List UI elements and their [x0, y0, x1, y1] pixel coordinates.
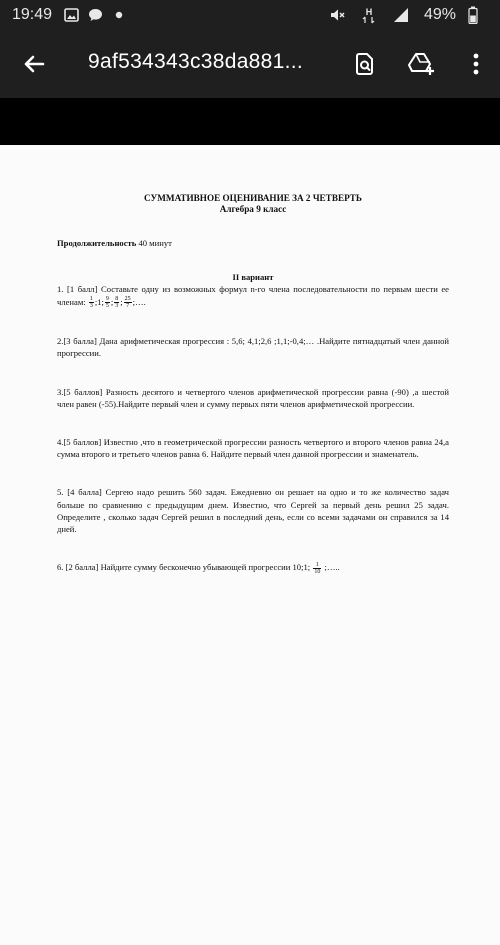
question-5: 5. [4 балла] Сергею надо решить 560 задач. Ежедневно он решает на одно и то же количество задач больше по сравнению с предыдущим днем. Известно, что Сергей за первый день решил 25 задач. Определите , сколько задач Сергей решил в последний день, если со всеми задачами он справился за 14 дней.: [57, 487, 449, 534]
battery-percent: 49%: [423, 6, 456, 23]
lens-search-icon[interactable]: [351, 50, 379, 78]
add-to-drive-icon[interactable]: [408, 50, 436, 78]
duration-value: 40 минут: [138, 238, 172, 248]
status-bar: [0, 0, 500, 30]
document-viewer[interactable]: [0, 98, 500, 888]
battery-icon: [464, 6, 482, 24]
variant-heading: II вариант: [232, 272, 274, 283]
fraction: $\frac{9}{5}$: [105, 296, 109, 310]
question-1-text: 1. [1 балл] Составьте одну из возможных формул n-го члена последовательности по первым шести ее членам:: [57, 284, 449, 307]
question-3: 3.[5 баллов] Разность десятого и четвертого членов арифметической прогрессии равна (-90) ,а шестой член равен (-55).Найдите первый член и сумму первых пяти членов арифметической прогрессии.: [57, 386, 449, 409]
mute-icon: [328, 6, 346, 24]
fraction: $\frac{1}{3}$: [89, 296, 93, 310]
doc-title: СУММАТИВНОЕ ОЦЕНИВАНИЕ ЗА 2 ЧЕТВЕРТЬ: [143, 193, 362, 203]
document-title: 9af534343c38da881...: [88, 50, 304, 73]
hplus-signal-icon: [360, 6, 378, 24]
overflow-menu-icon[interactable]: [462, 50, 490, 78]
fraction: $\frac{8}{3}$: [115, 296, 119, 310]
fraction: $\frac{25}{7}$: [124, 296, 131, 310]
back-arrow-icon[interactable]: [20, 50, 48, 78]
fraction: $\frac{1}{10}$: [314, 561, 321, 575]
svg-text:H: H: [365, 7, 373, 17]
status-time: 19:49: [12, 6, 53, 23]
document-content: [57, 193, 449, 575]
signal-icon: [392, 6, 410, 24]
more-dots-icon: [110, 6, 128, 24]
duration-label: Продолжительность: [57, 238, 137, 248]
image-icon: [62, 6, 80, 24]
question-4: 4.[5 баллов] Известно ,что в геометрической прогрессии разность четвертого и второго членов равна 24,а сумма второго и третьего членов равна 6. Найдите первый член данной прогрессии и знаменатель.: [57, 436, 449, 460]
question-1: 1. [1 балл] Составьте одну из возможных формул n-го члена последовательности по первым шести ее членам: $\frac{1}{3}$ ;1; $\frac{9}{5}$ ; $\frac{8}{3}$ ; $\frac{25}{7}$ ;….: [57, 284, 449, 310]
question-6: 6. [2 балла] Найдите сумму бесконечно убывающей прогрессии 10;1; $\frac{1}{10}$ ;…..: [57, 561, 340, 575]
duration-line: [57, 237, 449, 249]
document-page: [0, 145, 500, 945]
doc-subtitle: Алгебра 9 класс: [219, 204, 287, 214]
app-bar: [0, 30, 500, 98]
chat-icon: [86, 6, 104, 24]
question-2: 2.[3 балла] Дана арифметическая прогрессия : 5,6; 4,1;2,6 ;1,1;-0,4;… .Найдите пятнадцатый член данной прогрессии.: [57, 336, 449, 359]
